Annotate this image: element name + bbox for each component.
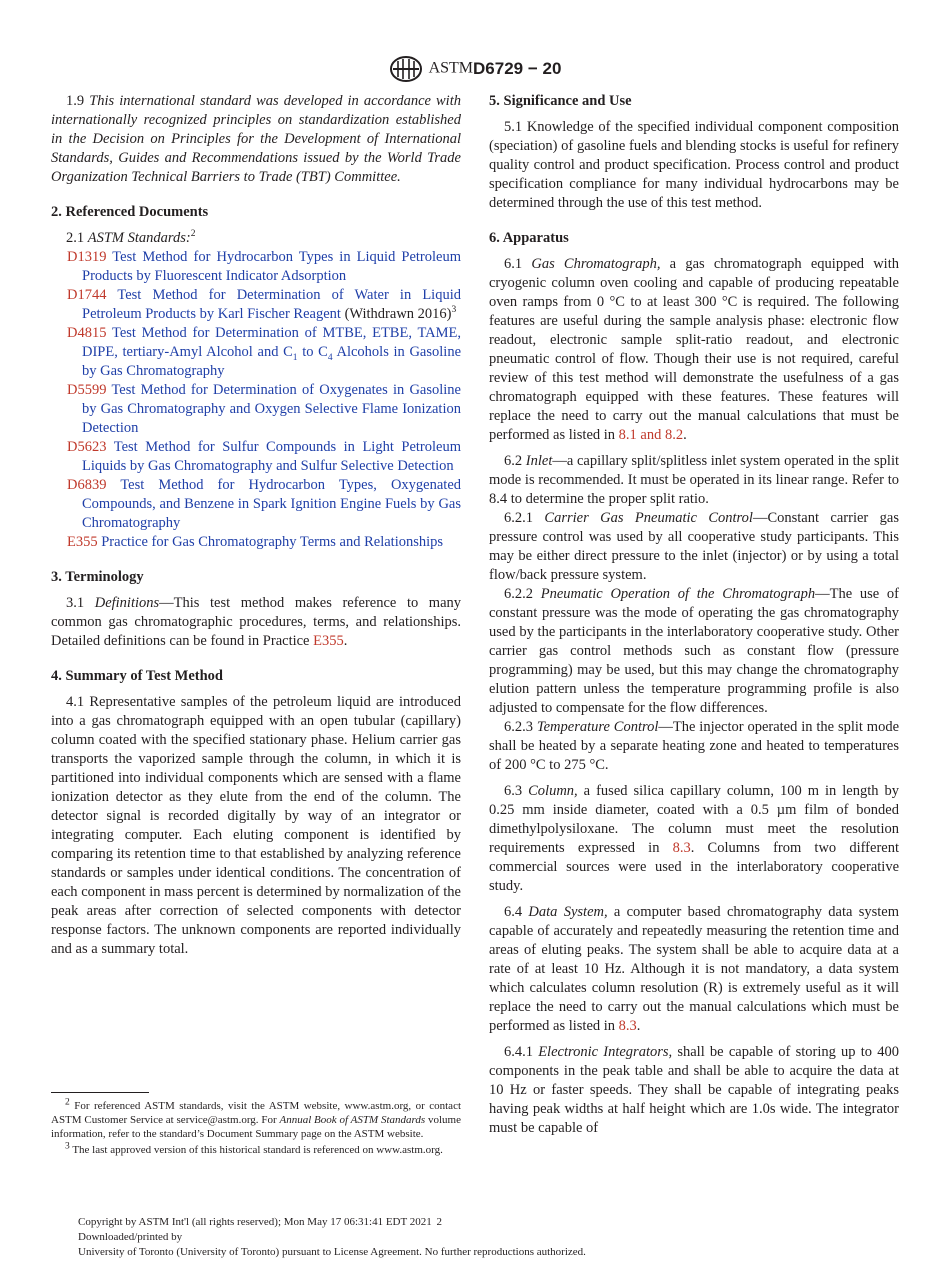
section-3-heading: 3. Terminology: [51, 569, 144, 585]
reference-e355[interactable]: E355 Practice for Gas Chromatography Terms and Relationships: [67, 534, 444, 550]
footer-downloaded: Downloaded/printed by: [78, 1231, 183, 1243]
logo-label: ASTM: [428, 59, 474, 77]
page-header: [0, 55, 950, 83]
left-column: [51, 92, 461, 959]
link-8-3[interactable]: 8.3: [672, 840, 691, 856]
link-8-1-8-2[interactable]: 8.1 and 8.2: [618, 427, 684, 443]
paragraph-6-4: 6.4 Data System, a computer based chromatography data system capable of accurately and repeatedly measuring the retention time and areas of eluting peaks. The system shall be able to acquire data at a rate of at least 10 Hz. Although it is not mandatory, a data system which calculates column resolution (R) is extremely useful as it will replace the need to carry out the manual calculations which must be performed as listed in 8.3.: [489, 904, 900, 1034]
paragraph-6-1: 6.1 Gas Chromatograph, a gas chromatograph equipped with cryogenic column oven cooling and capable of producing repeatable oven ramps from 0 °C to at least 300 °C is required. The following features are useful during the sample analysis phase: electronic flow readout, electronic sample split-ratio readout, and electronic pneumatic control of flow. Though their use is not required, careful review of this test method will demonstrate the usefulness of a gas chromatograph equipped with these features. These features will replace the need to carry out the manual calculations that must be performed as listed in 8.1 and 8.2.: [489, 256, 899, 443]
reference-d1744[interactable]: D1744 Test Method for Determination of Water in Liquid Petroleum Products by Karl Fischer Reagent (Withdrawn 2016)$^3$: [67, 287, 461, 322]
paragraph-6-2: 6.2 Inlet—a capillary split/splitless inlet system operated in the split mode is recommended. It must be operated in its linear range. Refer to 8.4 to determine the proper split ratio.: [489, 453, 899, 507]
page-number: 2: [436, 1216, 443, 1228]
section-6-heading: 6. Apparatus: [489, 230, 569, 246]
paragraph-6-2-2: 6.2.2 Pneumatic Operation of the Chromatograph—The use of constant pressure was the mode of operating the gas chromatography used by the participants in the interlaboratory cooperative study. Other carrier gas control methods such as constant flow (pressure programming) may be used, but this may change the chromatography elution pattern unless the temperature programming profile is also adjusted to compensate for the flow differences.: [489, 586, 900, 716]
link-8-3-b[interactable]: 8.3: [618, 1018, 637, 1034]
right-column: [489, 92, 899, 1138]
paragraph-6-3: 6.3 Column, a fused silica capillary column, 100 m in length by 0.25 mm inside diameter, coated with a 0.5 µm film of bonded dimethylpolysiloxane. The column must meet the resolution requirements expressed in 8.3. Columns from two different commercial sources were used in the interlaboratory cooperative study.: [489, 783, 899, 894]
reference-d5623[interactable]: D5623 Test Method for Sulfur Compounds in Light Petroleum Liquids by Gas Chromatography and Sulfur Selective Detection: [67, 439, 461, 474]
footnote-3: $^3$ The last approved version of this historical standard is referenced on www.astm.org.: [65, 1141, 443, 1156]
paragraph-2-1: 2.1 ASTM Standards:$^2$: [66, 229, 196, 246]
paragraph-6-2-1: 6.2.1 Carrier Gas Pneumatic Control—Constant carrier gas pressure control was used by all cooperative study participants. This may be either direct pressure to the inlet (injector) or by using a total flow/back pressure system.: [489, 510, 899, 583]
footer-copyright: Copyright by ASTM Int'l (all rights reserved); Mon May 17 06:31:41 EDT 2021 2: [78, 1216, 443, 1228]
section-4-heading: 4. Summary of Test Method: [51, 668, 223, 684]
paragraph-6-4-1: 6.4.1 Electronic Integrators, shall be capable of storing up to 400 components in the peak table and shall be able to acquire the data at 10 Hz or faster speeds. They shall be capable of integrating peaks having peak widths at half height which are 1.0s wide. The integrator must be capable of: [489, 1044, 899, 1136]
paragraph-4-1: 4.1 Representative samples of the petroleum liquid are introduced into a gas chromatograph equipped with an open tubular (capillary) column coated with the specified stationary phase. Helium carrier gas transports the vaporized sample through the column, in which it is partitioned into individual components which are sensed with a flame ionization detector as they elute from the end of the column. The detector signal is recorded digitally by way of an integrator or integrating computer. Each eluting component is identified by comparing its retention time to that established by analyzing reference standards or samples under identical conditions. The concentration of each component in mass percent is determined by normalization of the peak areas after correction of selected components with detector response factors. The unknown components are reported individually and as a summary total.: [51, 694, 461, 957]
paragraph-3-1: 3.1 Definitions—This test method makes reference to many common gas chromatographic procedures, terms, and relationships. Detailed definitions can be found in Practice E355.: [51, 595, 462, 649]
link-e355[interactable]: E355: [313, 633, 344, 649]
footnotes: [51, 1092, 461, 1157]
reference-d5599[interactable]: D5599 Test Method for Determination of Oxygenates in Gasoline by Gas Chromatography and Oxygen Selective Flame Ionization Detection: [67, 382, 461, 436]
paragraph-1-9: 1.9 This international standard was developed in accordance with internationally recognized principles on standardization established in the Decision on Principles for the Development of International Standards, Guides and Recommendations issued by the World Trade Organization Technical Barriers to Trade (TBT) Committee.: [51, 93, 461, 185]
footer-license: University of Toronto (University of Toronto) pursuant to License Agreement. No further reproductions authorized.: [78, 1246, 586, 1258]
section-2-heading: 2. Referenced Documents: [51, 204, 209, 220]
reference-d1319[interactable]: D1319 Test Method for Hydrocarbon Types in Liquid Petroleum Products by Fluorescent Indicator Adsorption: [67, 249, 461, 284]
footnote-rule: [51, 1092, 149, 1093]
reference-d6839[interactable]: D6839 Test Method for Hydrocarbon Types, Oxygenated Compounds, and Benzene in Spark Ignition Engine Fuels by Gas Chromatography: [67, 477, 462, 531]
page-footer: [78, 1215, 586, 1260]
reference-d4815[interactable]: D4815 Test Method for Determination of MTBE, ETBE, TAME, DIPE, tertiary-Amyl Alcohol and $C_1$ to $C_4$ Alcohols in Gasoline by Gas Chromatography: [67, 325, 462, 379]
paragraph-5-1: 5.1 Knowledge of the specified individual component composition (speciation) of gasoline fuels and blending stocks is useful for refinery quality control and product specification. Process control and product specification compliance for many individual hydrocarbons may be determined through the use of this test method.: [489, 119, 899, 211]
section-5-heading: 5. Significance and Use: [489, 93, 632, 109]
footnote-2: $^2$ For referenced ASTM standards, visit the ASTM website, www.astm.org, or contact ASTM Customer Service at service@astm.org. For Annual Book of ASTM Standards volume information, refer to the standard’s Document Summary page on the ASTM website.: [51, 1097, 462, 1140]
document-id: D6729 − 20: [473, 59, 562, 78]
paragraph-6-2-3: 6.2.3 Temperature Control—The injector operated in the split mode shall be heated by a separate heating zone and heated to temperatures of 200 °C to 275 °C.: [489, 719, 900, 773]
astm-logo-icon: [389, 55, 423, 83]
